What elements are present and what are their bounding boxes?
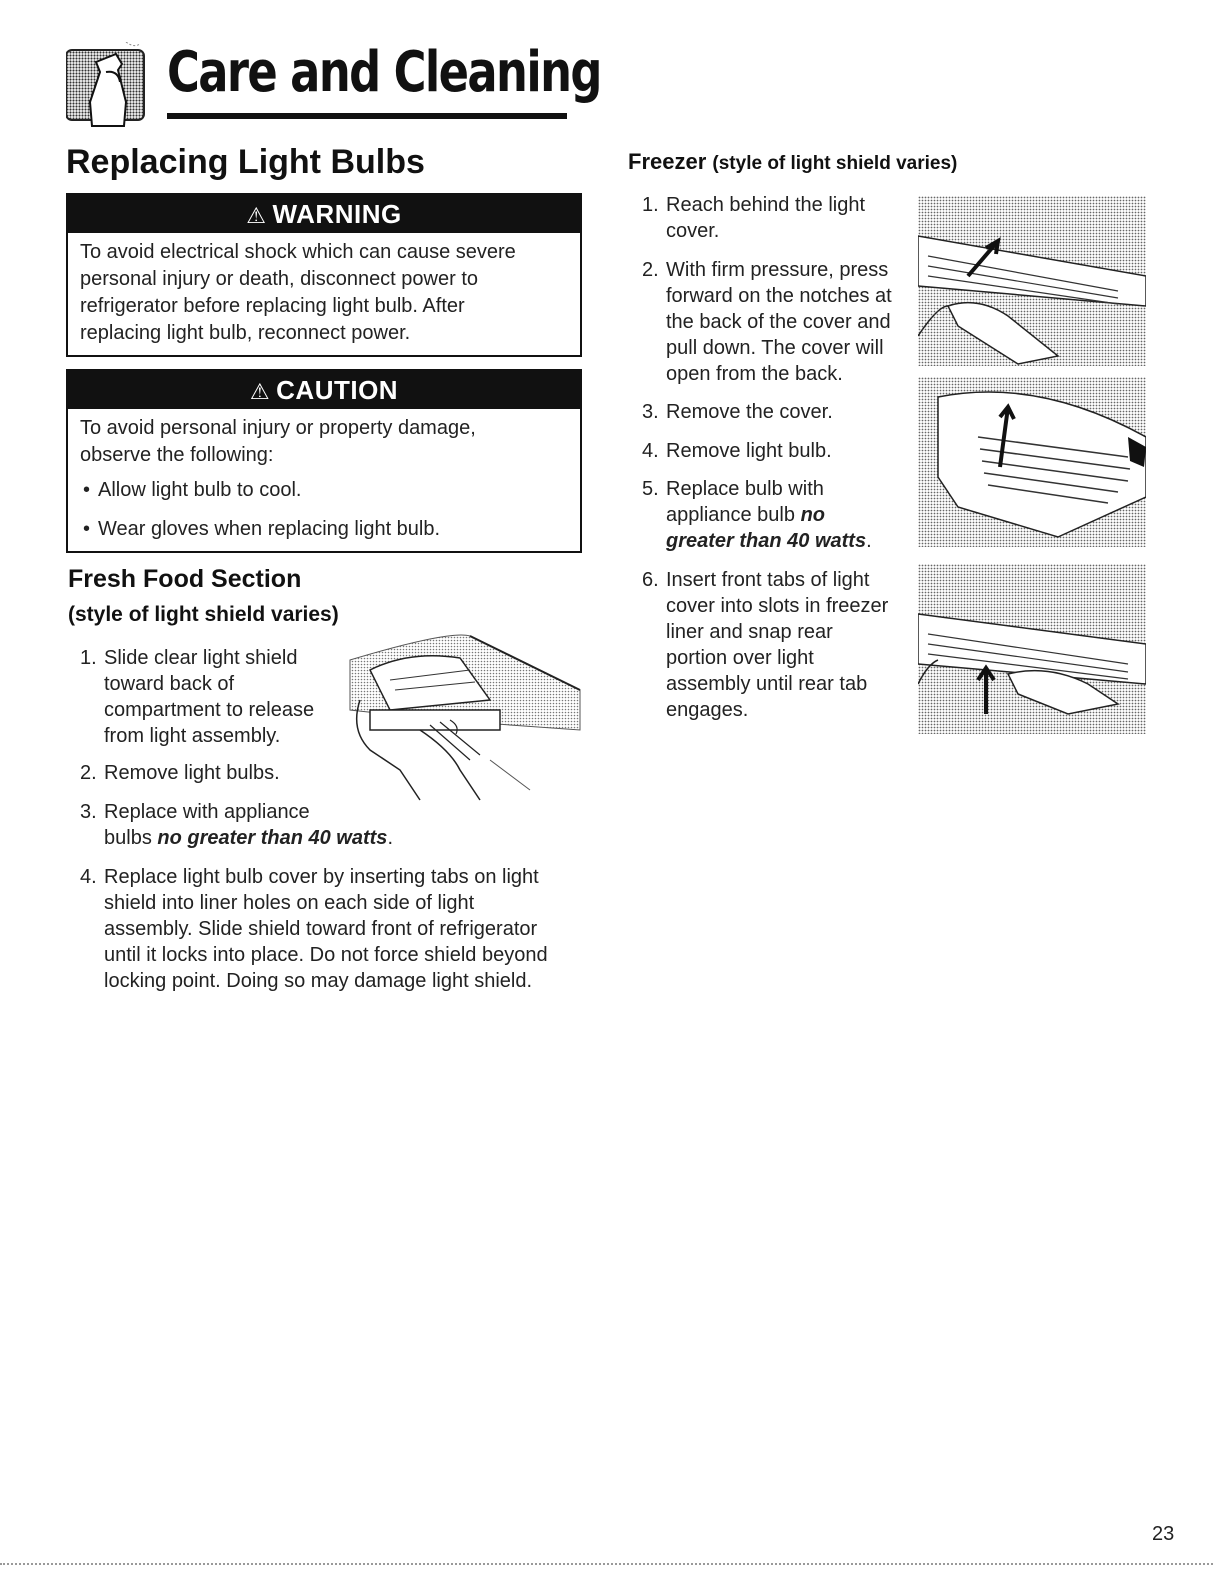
step-line: pull down. The cover will	[666, 337, 884, 359]
warning-header	[68, 195, 580, 233]
step-line: shield into liner holes on each side of light	[104, 892, 475, 914]
freezer-cover-press-illustration	[918, 196, 1146, 366]
warning-line: personal injury or death, disconnect power to	[80, 268, 479, 290]
step-number: 6.	[642, 569, 659, 591]
step-line: With firm pressure, press	[666, 259, 889, 281]
bottom-rule	[0, 1563, 1213, 1567]
step-line: engages.	[666, 699, 749, 721]
step-text: .	[387, 827, 393, 849]
caution-line: observe the following:	[80, 444, 274, 466]
step-line: the back of the cover and	[666, 311, 891, 333]
step-line: Insert front tabs of light	[666, 569, 870, 591]
step-number: 3.	[642, 401, 659, 423]
step-line: until it locks into place. Do not force shield beyond	[104, 944, 548, 966]
step-line-emph	[666, 528, 916, 554]
warning-triangle-icon: ⚠	[246, 203, 267, 228]
section-title: Replacing Light Bulbs	[66, 143, 425, 181]
step-line: assembly until rear tab	[666, 673, 868, 695]
step-line: Remove the cover.	[666, 401, 833, 423]
freezer-cover-open-illustration	[918, 377, 1146, 547]
fresh-food-subtitle: (style of light shield varies)	[68, 603, 339, 626]
step-line: Replace with appliance	[104, 801, 310, 823]
step-line-emph	[666, 502, 916, 528]
warning-label: WARNING	[272, 199, 402, 229]
warning-line: refrigerator before replacing light bulb. After	[80, 295, 465, 317]
step-number: 2.	[80, 762, 97, 784]
freezer-subtitle: (style of light shield varies)	[712, 153, 958, 174]
caution-line: To avoid personal injury or property damage,	[80, 417, 476, 439]
page-number: 23	[1152, 1523, 1175, 1545]
step-number: 3.	[80, 801, 97, 823]
caution-text	[68, 409, 580, 551]
wattage-emphasis: greater than 40 watts	[666, 530, 867, 552]
header-rule	[167, 113, 567, 119]
caution-list	[80, 477, 568, 543]
step-line: Reach behind the light	[666, 194, 866, 216]
spray-bottle-icon	[66, 42, 146, 128]
caution-bullet: • Allow light bulb to cool.	[80, 477, 568, 504]
warning-box	[66, 193, 582, 357]
step-text: .	[866, 530, 872, 552]
step-line: toward back of	[104, 673, 235, 695]
step-line: Slide clear light shield	[104, 647, 298, 669]
caution-label: CAUTION	[276, 375, 399, 405]
wattage-emphasis: no	[800, 504, 825, 526]
caution-triangle-icon: ⚠	[249, 379, 271, 404]
freezer-title	[628, 149, 957, 175]
fresh-food-title: Fresh Food Section	[68, 565, 302, 593]
step-line: open from the back.	[666, 363, 843, 385]
step-line-emph	[104, 825, 524, 851]
freezer-cover-insert-illustration	[918, 564, 1146, 734]
step-line: cover.	[666, 220, 720, 242]
warning-line: replacing light bulb, reconnect power.	[80, 322, 411, 344]
step-number: 1.	[642, 194, 659, 216]
step-line: Remove light bulbs.	[104, 762, 280, 784]
step-line: cover into slots in freezer	[666, 595, 889, 617]
step-line: liner and snap rear	[666, 621, 833, 643]
step-text: appliance bulb	[666, 504, 801, 526]
freezer-title-text: Freezer	[628, 149, 707, 174]
step-number: 2.	[642, 259, 659, 281]
step-text: bulbs	[104, 827, 158, 849]
step-line: Remove light bulb.	[666, 440, 832, 462]
step-number: 4.	[642, 440, 659, 462]
step-line: compartment to release	[104, 699, 315, 721]
step-number: 5.	[642, 478, 659, 500]
step-line: portion over light	[666, 647, 814, 669]
step-line: assembly. Slide shield toward front of refrigerator	[104, 918, 538, 940]
step-line: Replace light bulb cover by inserting tabs on light	[104, 866, 539, 888]
caution-header	[68, 371, 580, 409]
page-header-title: Care and Cleaning	[167, 40, 601, 105]
warning-line: To avoid electrical shock which can cause severe	[80, 241, 516, 263]
step-line: Replace bulb with	[666, 478, 824, 500]
caution-bullet: • Wear gloves when replacing light bulb.	[80, 516, 568, 543]
step-number: 1.	[80, 647, 97, 669]
fresh-food-light-shield-illustration	[330, 630, 588, 808]
step-line: from light assembly.	[104, 725, 281, 747]
step-line: forward on the notches at	[666, 285, 892, 307]
caution-box	[66, 369, 582, 553]
step-number: 4.	[80, 866, 97, 888]
wattage-emphasis: no greater than 40 watts	[157, 827, 388, 849]
warning-text	[68, 233, 580, 355]
step-line: locking point. Doing so may damage light shield.	[104, 970, 533, 992]
